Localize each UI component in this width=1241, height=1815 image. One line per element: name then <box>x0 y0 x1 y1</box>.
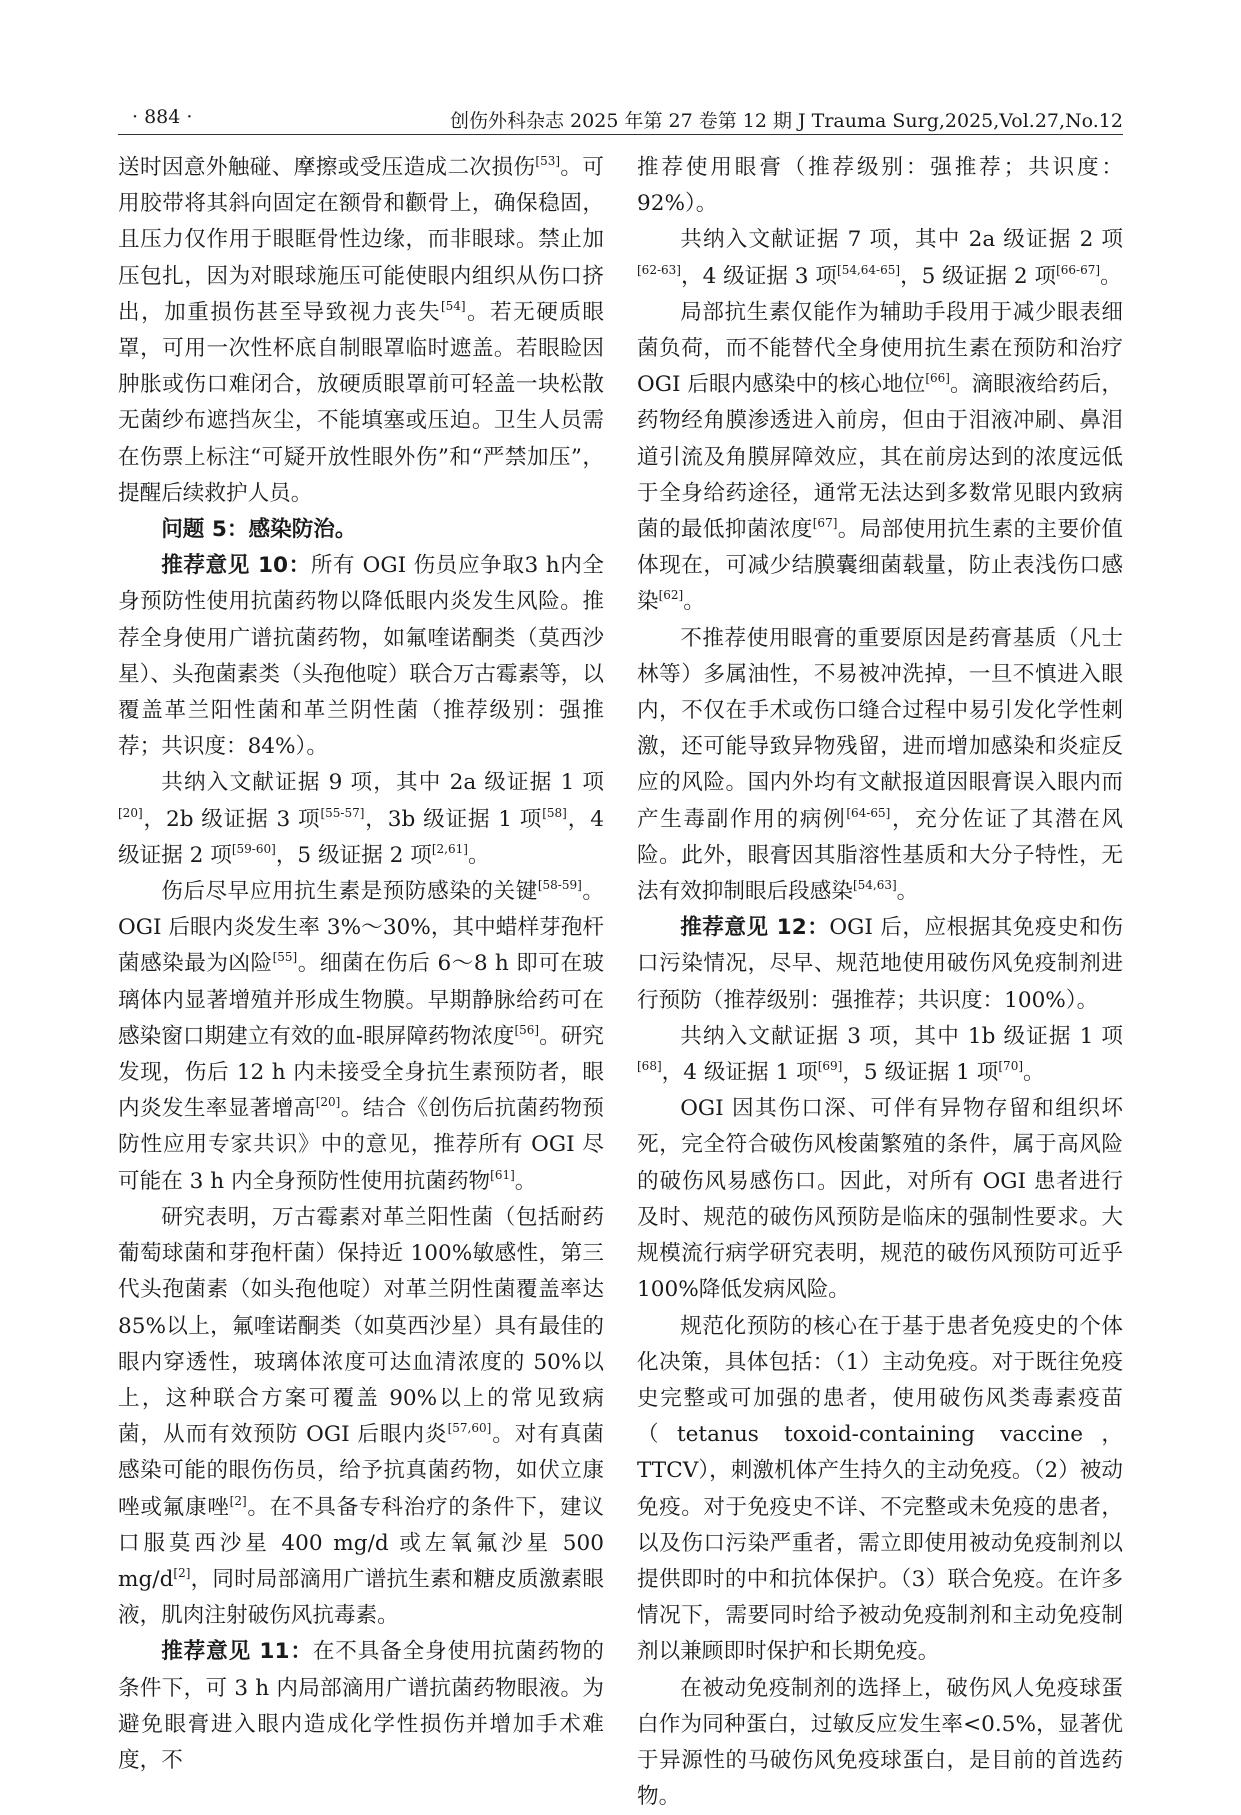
evidence-paragraph: 共纳入文献证据 7 项，其中 2a 级证据 2 项[62-63]，4 级证据 3 项[54,64-65]，5 级证据 2 项[66-67]。 <box>637 227 1123 289</box>
citation: [54,64-65] <box>837 262 901 277</box>
page-number: · 884 · <box>132 106 193 128</box>
citation: [55] <box>272 950 298 965</box>
section-heading: 问题 5：感染防治。 <box>161 517 357 543</box>
citation: [61] <box>490 1167 515 1182</box>
running-header <box>118 100 1123 135</box>
recommendation-11-continued: 推荐使用眼膏（推荐级别：强推荐；共识度：92%）。 <box>637 155 1123 217</box>
citation: [20] <box>118 805 143 820</box>
paragraph: 局部抗生素仅能作为辅助手段用于减少眼表细菌负荷，而不能替代全身使用抗生素在预防和治疗 OGI 后眼内感染中的核心地位[66]。滴眼液给药后，药物经角膜渗透进入前房，但由于泪液冲刷、鼻泪道引流及角膜屏障效应，其在前房达到的浓度远低于全身给药途径，通常无法达到多数常见眼内致病菌的最低抑菌浓度[67]。局部使用抗生素的主要价值体现在，可减少结膜囊细菌载量，防止表浅伤口感染[62]。 <box>637 299 1123 615</box>
citation: [20] <box>315 1095 341 1110</box>
citation: [53] <box>535 154 561 168</box>
citation: [64-65] <box>846 805 891 820</box>
citation: [66] <box>925 371 950 386</box>
recommendation-label: 推荐意见 10： <box>161 553 311 579</box>
citation: [67] <box>812 516 838 531</box>
citation: [54] <box>440 298 466 313</box>
recommendation-12: 推荐意见 12：OGI 后，应根据其免疫史和伤口污染情况，尽早、规范地使用破伤风免疫制剂进行预防（推荐级别：强推荐；共识度：100%）。 <box>637 915 1123 1013</box>
citation: [56] <box>514 1022 540 1037</box>
recommendation-label: 推荐意见 11： <box>161 1639 313 1665</box>
citation: [68] <box>637 1059 662 1074</box>
paragraph: 在被动免疫制剂的选择上，破伤风人免疫球蛋白作为同种蛋白，过敏反应发生率<0.5%，显著优于异源性的马破伤风免疫球蛋白，是目前的首选药物。 <box>637 1675 1123 1810</box>
citation: [55-57] <box>320 805 365 820</box>
paragraph: 伤后尽早应用抗生素是预防感染的关键[58-59]。OGI 后眼内炎发生率 3%～30%，其中蜡样芽孢杆菌感染最为凶险[55]。细菌在伤后 6～8 h 即可在玻璃体内显著增殖并形成生物膜。早期静脉给药可在感染窗口期建立有效的血-眼屏障药物浓度[56]。研究发现，伤后 12 h 内未接受全身抗生素预防者，眼内炎发生率显著增高[20]。结合《创伤后抗菌药物预防性应用专家共识》中的意见，推荐所有 OGI 尽可能在 3 h 内全身预防性使用抗菌药物[61]。 <box>118 878 604 1194</box>
citation: [2,61] <box>431 841 468 856</box>
recommendation-10: 推荐意见 10：所有 OGI 伤员应争取3 h内全身预防性使用抗菌药物以降低眼内炎发生风险。推荐全身使用广谱抗菌药物，如氟喹诺酮类（莫西沙星）、头孢菌素类（头孢他啶）联合万古霉素等，以覆盖革兰阳性菌和革兰阴性菌（推荐级别：强推荐；共识度：84%）。 <box>118 553 604 760</box>
citation: [58-59] <box>537 878 582 893</box>
evidence-paragraph: 共纳入文献证据 9 项，其中 2a 级证据 1 项[20]，2b 级证据 3 项[55-57]，3b 级证据 1 项[58]，4 级证据 2 项[59-60]，5 级证据 2 项[2,61]。 <box>118 770 604 868</box>
paragraph: OGI 因其伤口深、可伴有异物存留和组织坏死，完全符合破伤风梭菌繁殖的条件，属于高风险的破伤风易感伤口。因此，对所有 OGI 患者进行及时、规范的破伤风预防是临床的强制性要求。大规模流行病学研究表明，规范的破伤风预防可近乎 100%降低发病风险。 <box>637 1096 1123 1303</box>
paragraph: 研究表明，万古霉素对革兰阳性菌（包括耐药葡萄球菌和芽孢杆菌）保持近 100%敏感性，第三代头孢菌素（如头孢他啶）对革兰阴性菌覆盖率达85%以上，氟喹诺酮类（如莫西沙星）具有最佳的眼内穿透性，玻璃体浓度可达血清浓度的 50%以上，这种联合方案可覆盖 90%以上的常见致病菌，从而有效预防 OGI 后眼内炎[57,60]。对有真菌感染可能的眼伤伤员，给予抗真菌药物，如伏立康唑或氟康唑[2]。在不具备专科治疗的条件下，建议口服莫西沙星 400 mg/d 或左氧氟沙星 500 mg/d[2]，同时局部滴用广谱抗生素和糖皮质激素眼液，肌肉注射破伤风抗毒素。 <box>118 1204 604 1629</box>
evidence-paragraph: 共纳入文献证据 3 项，其中 1b 级证据 1 项[68]，4 级证据 1 项[69]，5 级证据 1 项[70]。 <box>637 1023 1123 1086</box>
recommendation-label: 推荐意见 12： <box>680 915 830 941</box>
citation: [69] <box>817 1059 843 1074</box>
citation: [57,60] <box>447 1421 492 1436</box>
left-column <box>118 150 604 1779</box>
citation: [2] <box>173 1565 191 1580</box>
citation: [62] <box>658 588 684 603</box>
paragraph: 送时因意外触碰、摩擦或受压造成二次损伤[53]。可用胶带将其斜向固定在额骨和颧骨上，确保稳固，且压力仅作用于眼眶骨性边缘，而非眼球。禁止加压包扎，因为对眼球施压可能使眼内组织从伤口挤出，加重损伤甚至导致视力丧失[54]。若无硬质眼罩，可用一次性杯底自制眼罩临时遮盖。若眼睑因肿胀或伤口难闭合，放硬质眼罩前可轻盖一块松散无菌纱布遮挡灰尘，不能填塞或压迫。卫生人员需在伤票上标注“可疑开放性眼外伤”和“严禁加压”，提醒后续救护人员。 <box>118 154 604 506</box>
right-column <box>637 150 1123 1815</box>
paragraph: 规范化预防的核心在于基于患者免疫史的个体化决策，具体包括：（1）主动免疫。对于既往免疫史完整或可加强的患者，使用破伤风类毒素疫苗（tetanus toxoid-containing vaccine，TTCV），刺激机体产生持久的主动免疫。（2）被动免疫。对于免疫史不详、不完整或未免疫的患者，以及伤口污染严重者，需立即使用被动免疫制剂以提供即时的中和抗体保护。（3）联合免疫。在许多情况下，需要同时给予被动免疫制剂和主动免疫制剂以兼顾即时保护和长期免疫。 <box>637 1313 1123 1665</box>
citation: [59-60] <box>231 841 276 856</box>
recommendation-11: 推荐意见 11：在不具备全身使用抗菌药物的条件下，可 3 h 内局部滴用广谱抗菌药物眼液。为避免眼膏进入眼内造成化学性损伤并增加手术难度，不 <box>118 1639 604 1773</box>
citation: [58] <box>542 805 567 820</box>
citation: [2] <box>229 1493 247 1508</box>
paragraph: 不推荐使用眼膏的重要原因是药膏基质（凡士林等）多属油性，不易被冲洗掉，一旦不慎进入眼内，不仅在手术或伤口缝合过程中易引发化学性刺激，还可能导致异物残留，进而增加感染和炎症反应的风险。国内外均有文献报道因眼膏误入眼内而产生毒副作用的病例[64-65]，充分佐证了其潜在风险。此外，眼膏因其脂溶性基质和大分子特性，无法有效抑制眼后段感染[54,63]。 <box>637 625 1123 905</box>
citation: [54,63] <box>852 878 897 893</box>
citation: [66-67] <box>1056 262 1101 277</box>
citation: [62-63] <box>637 262 681 277</box>
journal-citation: 创伤外科杂志 2025 年第 27 卷第 12 期 J Trauma Surg,2025,Vol.27,No.12 <box>450 110 1123 132</box>
citation: [70] <box>998 1059 1024 1074</box>
